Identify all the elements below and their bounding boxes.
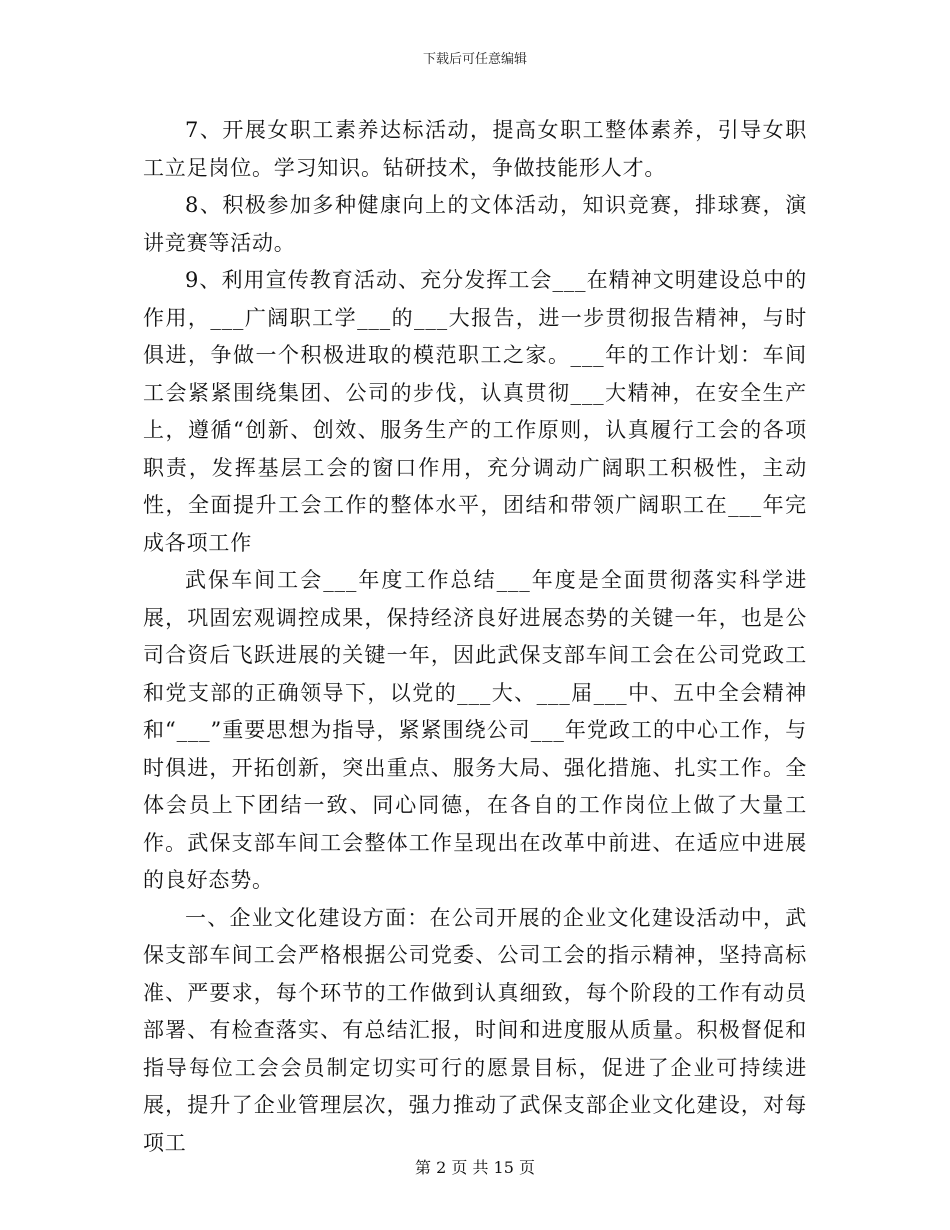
page-number: 第 2 页 共 15 页 [415,1158,535,1177]
paragraph-item-7: 7、开展女职工素养达标活动，提高女职工整体素养，引导女职工立足岗位。学习知识。钻研技术，争做技能形人才。 [143,118,807,180]
paragraph-item-9: 9、利用宣传教育活动、充分发挥工会___在精神文明建设总中的作用，___广阔职工学___的___大报告，进一步贯彻报告精神，与时俱进，争做一个积极进取的模范职工之家。___年的工作计划：车间工会紧紧围绕集团、公司的步伐，认真贯彻___大精神，在安全生产上，遵循“创新、创效、服务生产的工作原则，认真履行工会的各项职责，发挥基层工会的窗口作用，充分调动广阔职工积极性，主动性，全面提升工会工作的整体水平，团结和带领广阔职工在___年完成各项工作 [143,268,807,555]
paragraph-section-1: 一、企业文化建设方面：在公司开展的企业文化建设活动中，武保支部车间工会严格根据公司党委、公司工会的指示精神，坚持高标准、严要求，每个环节的工作做到认真细致，每个阶段的工作有动员部署、有检查落实、有总结汇报，时间和进度服从质量。积极督促和指导每位工会会员制定切实可行的愿景目标，促进了企业可持续进展，提升了企业管理层次，强力推动了武保支部企业文化建设，对每项工 [143,905,807,1155]
paragraph-summary: 武保车间工会___年度工作总结___年度是全面贯彻落实科学进展，巩固宏观调控成果，保持经济良好进展态势的关键一年，也是公司合资后飞跃进展的关键一年，因此武保支部车间工会在公司党政工和党支部的正确领导下，以党的___大、___届___中、五中全会精神和“___”重要思想为指导，紧紧围绕公司___年党政工的中心工作，与时俱进，开拓创新，突出重点、服务大局、强化措施、扎实工作。全体会员上下团结一致、同心同德，在各自的工作岗位上做了大量工作。武保支部车间工会整体工作呈现出在改革中前进、在适应中进展的良好态势。 [143,568,807,892]
paragraph-item-8: 8、积极参加多种健康向上的文体活动，知识竞赛，排球赛，演讲竞赛等活动。 [143,193,807,255]
page-header: 下载后可任意编辑 [422,52,527,67]
document-body [143,112,807,1162]
